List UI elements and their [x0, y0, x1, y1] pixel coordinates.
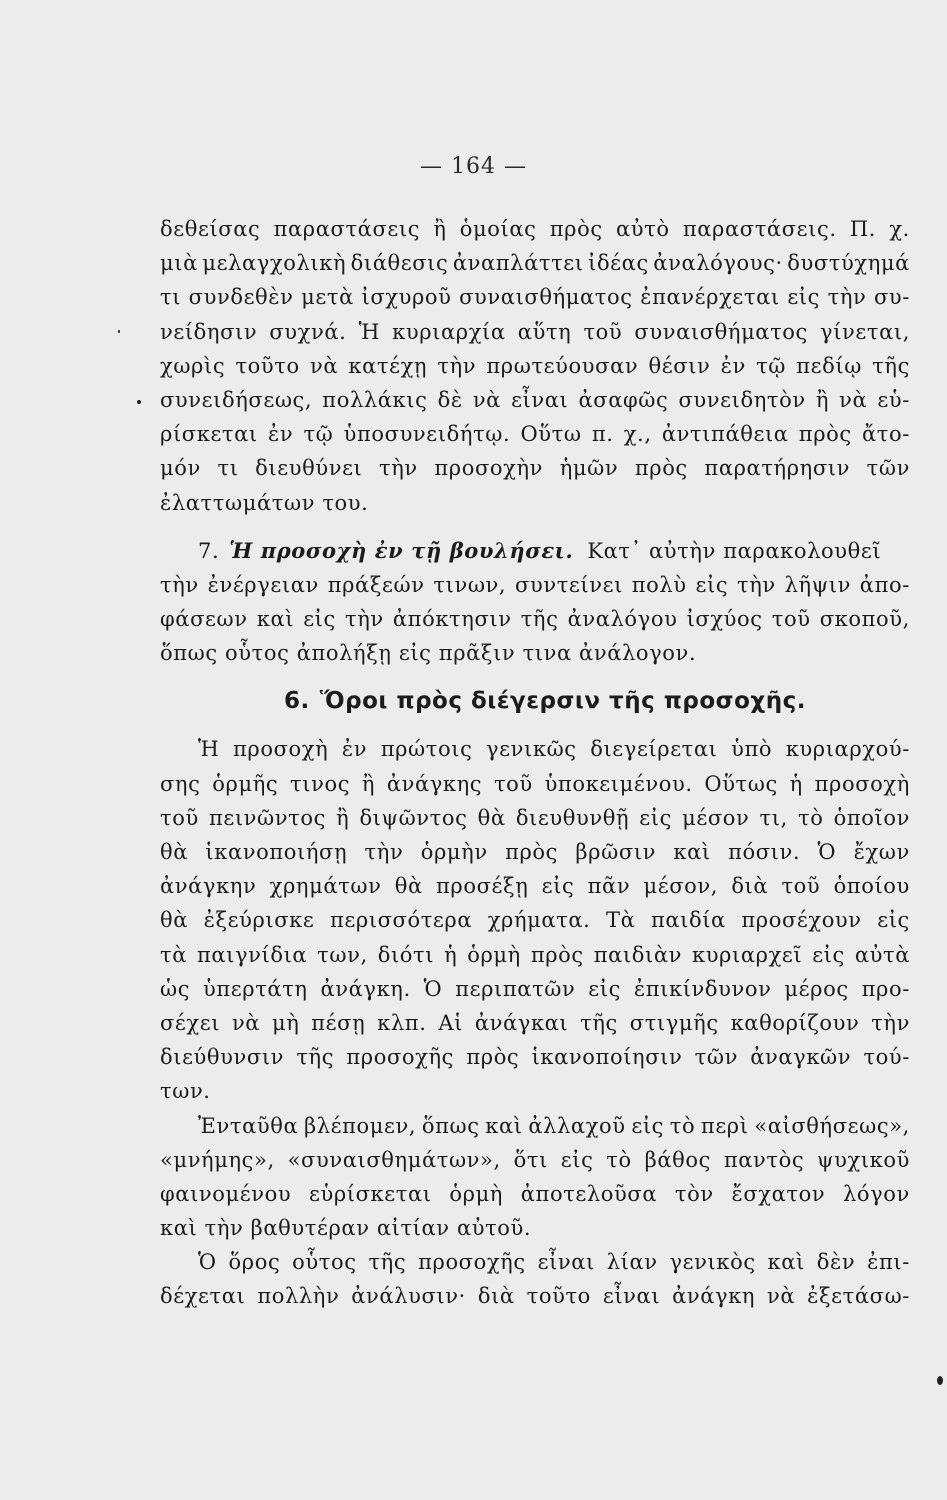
word: ἀναγκῶν: [750, 1045, 852, 1070]
word: συνειδήσεως,: [160, 387, 313, 412]
word: ὁποῖον: [833, 805, 910, 830]
word: πολλὴν: [257, 1284, 340, 1309]
paragraph-1: [160, 212, 910, 520]
word: π.: [591, 422, 614, 447]
word: ὑποκειμένου.: [544, 771, 693, 796]
word: τῶν: [694, 1045, 738, 1070]
paragraph-4: [160, 1245, 910, 1313]
word: εἰς: [560, 1147, 594, 1172]
word: θὰ: [160, 908, 189, 933]
word: ἢ: [815, 387, 830, 412]
text-line: [160, 1143, 910, 1177]
word: συναισθήματος: [459, 285, 633, 310]
word: τι: [217, 456, 239, 481]
word: ὁρμῆς: [212, 771, 279, 796]
word: περισσότερα: [329, 908, 473, 933]
word: θὰ: [394, 874, 423, 899]
word: νείδησιν: [160, 319, 258, 344]
word: τοῦ: [160, 805, 199, 830]
word: τι,: [759, 805, 788, 830]
word: ἀναλόγου: [567, 607, 678, 632]
word: εἰς: [541, 874, 575, 899]
word: ἀνάλυσιν·: [351, 1284, 466, 1309]
word: παιδία: [650, 908, 726, 933]
word: ἰδέας: [588, 251, 649, 276]
word: γίνεται,: [820, 319, 910, 344]
word: πόσιν.: [728, 840, 801, 864]
word: ὅπως: [421, 1113, 480, 1138]
word: πεινῶντος: [208, 805, 326, 830]
word: ἡμῶν: [559, 456, 619, 481]
word: Οὕτω: [520, 422, 582, 447]
word: νὰ: [767, 1284, 796, 1309]
text-line: [160, 1245, 910, 1279]
word: ἄτο-: [861, 422, 910, 447]
word: νὰ: [310, 353, 339, 378]
word: Ὁ: [817, 840, 837, 864]
section-number: 6.: [284, 688, 310, 715]
word: ἐπανέρχεται: [640, 285, 780, 310]
word: πεδίῳ: [796, 353, 862, 378]
word: συνδεθὲν: [188, 285, 294, 310]
word: εἰς: [787, 285, 821, 310]
word: εἰς: [812, 942, 845, 967]
word: συντείνει: [515, 572, 623, 597]
word: τινων,: [433, 572, 507, 597]
word: τὴν: [345, 607, 384, 632]
word: δὲν: [816, 1250, 856, 1275]
word: ἀναλόγους·: [653, 251, 783, 276]
text-line: [160, 1006, 910, 1040]
word: ἡ: [444, 942, 458, 967]
word: καὶ: [673, 840, 711, 864]
word: παιγνίδια: [196, 942, 308, 967]
word: τῆς: [368, 1250, 407, 1275]
word: δὲ: [437, 387, 463, 412]
word: «μνήμης»,: [160, 1147, 275, 1172]
word: Ὁ: [423, 976, 443, 1001]
word: ἐν: [341, 737, 368, 762]
word: παιδιὰν: [593, 942, 682, 967]
word: ὁμοίας: [459, 217, 537, 241]
word: μέσον,: [643, 874, 719, 899]
word: πολὺ: [631, 572, 687, 597]
word: ἱκανοποίησιν: [531, 1045, 683, 1070]
word: προσοχὴ: [814, 771, 910, 796]
word: διότι: [377, 942, 435, 967]
word: τὸ: [798, 805, 824, 830]
spacer: [160, 520, 910, 534]
word: των,: [317, 942, 368, 967]
subsection-number: 7.: [198, 538, 220, 563]
word: ἀνάγκην: [160, 874, 257, 899]
subsection-7: [160, 534, 910, 671]
word: πέσῃ: [311, 1010, 366, 1035]
word: λίαν: [606, 1250, 658, 1275]
word: «συναισθημάτων»,: [287, 1147, 501, 1172]
word: συχνά.: [269, 319, 347, 344]
word: εἶναι: [511, 387, 569, 412]
print-speck: [118, 330, 120, 333]
word: λόγον: [843, 1181, 910, 1206]
word: διψῶντος: [359, 805, 468, 830]
word: αὕτη: [517, 319, 572, 344]
word: αὐτὰ: [854, 942, 910, 967]
word: ἡ: [789, 771, 803, 796]
subsection-heading-line: [160, 534, 910, 568]
text-line: [160, 212, 910, 246]
word: Τὰ: [606, 908, 636, 933]
word: πρὸς: [466, 1045, 520, 1070]
word: πρὸς: [634, 456, 688, 481]
word: τι: [160, 285, 182, 310]
word: εὑρίσκεται: [309, 1181, 432, 1206]
word: κυριαρχεῖ: [691, 942, 803, 967]
word: διευθυνθῇ: [515, 805, 630, 830]
word: τῆς: [296, 1045, 335, 1070]
word: ἐπι-: [867, 1250, 910, 1275]
word: πολλάκις: [322, 387, 428, 412]
word: τῷ: [303, 422, 334, 447]
text-line: καὶ τὴν βαθυτέραν αἰτίαν αὐτοῦ.: [160, 1216, 532, 1241]
print-speck: [137, 400, 141, 404]
word: σκοποῦ,: [819, 607, 910, 632]
word: τοῦ: [771, 607, 811, 632]
word: μετὰ: [301, 285, 354, 310]
word: πρὸς: [798, 422, 852, 447]
word: προ-: [861, 976, 910, 1001]
paragraph-2: [160, 732, 910, 1108]
text-line: [160, 903, 910, 937]
text-line: [160, 938, 910, 972]
word: θὰ: [477, 805, 506, 830]
word: ἐξετάσω-: [807, 1284, 910, 1309]
word: καὶ: [767, 1250, 805, 1275]
word: τῆς: [580, 1010, 618, 1035]
word: πᾶν: [587, 874, 631, 899]
word: ἰσχύος: [686, 607, 763, 632]
text-line: [160, 602, 910, 636]
word: αὐτὸ: [616, 217, 670, 241]
word: ἀναπλάττει: [452, 251, 584, 276]
word: ἐν: [267, 422, 294, 447]
word: τὰ: [160, 942, 187, 967]
word: μόν: [160, 456, 201, 481]
word: δεθείσας: [160, 217, 261, 241]
word: τὴν: [827, 285, 867, 310]
word: ἀπο-: [859, 572, 910, 597]
word: εἰς: [303, 607, 336, 632]
text-line: [160, 315, 910, 349]
word: τὸ: [669, 1113, 696, 1138]
word: τὴν: [871, 1010, 910, 1035]
word: ἢ: [361, 771, 376, 796]
word: τὴν: [437, 353, 477, 378]
word: στιγμῆς: [629, 1010, 719, 1035]
word: σης: [160, 771, 201, 796]
word: πρωτεύουσαν: [486, 353, 639, 378]
word: διάθεσις: [350, 251, 449, 276]
word: ὡς: [160, 976, 191, 1001]
word: χωρὶς: [160, 353, 226, 378]
word: περιπατῶν: [455, 976, 576, 1001]
word: δυστύχημά: [787, 251, 910, 276]
text-line: των.: [160, 1079, 211, 1104]
word: γενικὸς: [669, 1250, 756, 1275]
word: παραστάσεις.: [682, 217, 837, 241]
word: «αἰσθήσεως»,: [754, 1113, 910, 1138]
word: νὰ: [231, 1010, 261, 1035]
word: οὗτος: [292, 1250, 357, 1275]
word: εἰς: [588, 976, 621, 1001]
word: μέρος: [784, 976, 849, 1001]
subsection-title: Ἡ προσοχὴ ἐν τῇ βουλήσει.: [229, 537, 574, 563]
word: ἐξεύρισκε: [203, 908, 315, 933]
text-line: [160, 972, 910, 1006]
word: ρίσκεται: [160, 422, 258, 447]
word: γενικῶς: [486, 737, 577, 762]
word: εἰς: [639, 805, 672, 830]
word: διεύθυνσιν: [160, 1045, 285, 1070]
word: συ-: [874, 285, 910, 310]
word: παντὸς: [723, 1147, 805, 1172]
word: ἀνάγκης: [386, 771, 483, 796]
word: ἀντιπάθεια: [661, 422, 789, 447]
word: εἰς: [695, 572, 729, 597]
word: καθορίζουν: [730, 1010, 860, 1035]
word: πρὸς: [505, 840, 559, 864]
word: κυριαρχού-: [785, 737, 910, 762]
word: μὴ: [271, 1010, 300, 1035]
text-line: [160, 246, 910, 280]
word: προσοχὴ: [233, 737, 329, 762]
word: συναισθήματος: [634, 319, 808, 344]
word: εἰς: [631, 1113, 665, 1138]
word: τοῦ: [781, 874, 821, 899]
page-number: — 164 —: [420, 154, 527, 179]
text-line: ὅπως οὗτος ἀπολήξῃ εἰς πρᾶξιν τινα ἀνάλογον.: [160, 641, 697, 666]
word: εἰς: [877, 908, 910, 933]
text-line: [160, 835, 910, 869]
word: προσοχῆς: [418, 1250, 526, 1275]
word: διεγείρεται: [590, 737, 718, 762]
word: Αἱ: [438, 1010, 463, 1035]
word: ψυχικοῦ: [817, 1147, 910, 1172]
text-line: [160, 1040, 910, 1074]
word: νὰ: [472, 387, 501, 412]
text-line: [160, 767, 910, 801]
word: ἀσαφῶς: [578, 387, 669, 412]
word: τὸν: [674, 1181, 714, 1206]
word: προσοχὴν: [434, 456, 544, 481]
word: Οὕτως: [704, 771, 778, 796]
word: κλπ.: [377, 1010, 427, 1035]
word: ἰσχυροῦ: [361, 285, 452, 310]
text-line: [160, 1279, 910, 1313]
word: ἀνάγκη: [672, 1284, 756, 1309]
section-heading: [160, 678, 910, 724]
word: προσοχῆς: [346, 1045, 455, 1070]
word: τού-: [863, 1045, 910, 1070]
word: βρῶσιν: [575, 840, 656, 864]
page-body: [160, 212, 910, 1314]
word: ἐν: [720, 353, 746, 378]
word: ἀνάγκαι: [474, 1010, 569, 1035]
word: ὅρος: [228, 1250, 281, 1275]
word: ὑποσυνειδήτῳ.: [343, 422, 511, 447]
word: συνειδητὸν: [678, 387, 806, 412]
text-line: ἐλαττωμάτων του.: [160, 490, 369, 515]
word: δέχεται: [160, 1284, 246, 1309]
word: εἶναι: [537, 1250, 595, 1275]
text-line: [160, 417, 910, 451]
word: εἶναι: [602, 1284, 661, 1309]
word: τοῦ: [583, 319, 623, 344]
word: τῆς: [872, 353, 910, 378]
word: πρὸς: [549, 217, 603, 241]
word: καὶ: [256, 607, 295, 632]
word: ἢ: [336, 805, 350, 830]
word: μελαγχολικὴ: [202, 251, 347, 276]
word: τοῦτο: [526, 1284, 591, 1309]
word: τῶν: [866, 456, 910, 481]
word: ἔσχατον: [731, 1181, 826, 1206]
word: Ἡ: [198, 737, 220, 762]
word: τὸ: [606, 1147, 632, 1172]
word: ἀποτελοῦσα: [520, 1181, 658, 1206]
word: ἐνέργειαν: [207, 572, 319, 597]
word: τινος: [290, 771, 351, 796]
text-line: [160, 1109, 910, 1143]
word: ἀπόκτησιν: [392, 607, 512, 632]
word: τῷ: [756, 353, 787, 378]
word: καὶ: [485, 1113, 523, 1138]
word: διὰ: [731, 874, 769, 899]
word: τὴν: [364, 840, 404, 864]
text-line: [160, 383, 910, 417]
word: πράξεών: [327, 572, 425, 597]
text-line: [160, 869, 910, 903]
word: ἢ: [433, 217, 447, 241]
word: μέσον: [682, 805, 750, 830]
text-line: [160, 568, 910, 602]
word: Π.: [849, 217, 877, 241]
word: ἱκανοποιήσῃ: [205, 840, 348, 864]
word: διευθύνει: [255, 456, 363, 481]
word: φάσεων: [160, 607, 248, 632]
print-speck: [937, 1376, 943, 1385]
word: τοῦτο: [235, 353, 300, 378]
word: Ὁ: [198, 1250, 217, 1275]
section-title: Ὅροι πρὸς διέγερσιν τῆς προσοχῆς.: [319, 688, 806, 715]
word: βλέπομεν,: [303, 1113, 417, 1138]
word: νὰ: [839, 387, 868, 412]
text-line: [160, 280, 910, 314]
text-line: [160, 451, 910, 485]
paragraph-3: [160, 1109, 910, 1246]
word: εὑ-: [877, 387, 910, 412]
word: ὅτι: [513, 1147, 548, 1172]
word: ἔχων: [853, 840, 910, 864]
word: ὑπὸ: [731, 737, 773, 762]
word: Ἐνταῦθα: [198, 1113, 299, 1138]
word: τὴν: [379, 456, 418, 481]
word: ὁρμὴ: [467, 942, 521, 967]
text-line: [160, 801, 910, 835]
word: βάθος: [644, 1147, 711, 1172]
word: θὰ: [160, 840, 189, 864]
word: ὁποίου: [833, 874, 910, 899]
word: χ.,: [623, 422, 652, 447]
word: ἀνάγκη.: [320, 976, 411, 1001]
word: παρατήρησιν: [704, 456, 850, 481]
word: περὶ: [700, 1113, 749, 1138]
subsection-first-line-text: Κατ᾿ αὐτὴν παρακολουθεῖ: [587, 538, 882, 563]
text-line: [160, 732, 910, 766]
word: χρήματα.: [487, 908, 591, 933]
word: ὁρμὴ: [449, 1181, 503, 1206]
word: σέχει: [160, 1010, 221, 1035]
word: ἐπικίνδυνον: [633, 976, 772, 1001]
word: ὁρμὴν: [420, 840, 488, 864]
word: διὰ: [477, 1284, 515, 1309]
word: πρὸς: [530, 942, 584, 967]
word: προσέχουν: [741, 908, 862, 933]
word: τὴν: [160, 572, 199, 597]
word: χ.: [889, 217, 910, 241]
word: προσέξῃ: [436, 874, 529, 899]
text-line: [160, 1177, 910, 1211]
word: παραστάσεις: [273, 217, 421, 241]
word: πρώτοις: [380, 737, 473, 762]
word: μιὰ: [160, 251, 198, 276]
word: χρημάτων: [269, 874, 382, 899]
word: τοῦ: [493, 771, 533, 796]
word: ἀλλαχοῦ: [528, 1113, 626, 1138]
word: θέσιν: [648, 353, 711, 378]
word: τῆς: [520, 607, 559, 632]
word: ὑπερτάτη: [203, 976, 308, 1001]
word: κατέχῃ: [348, 353, 428, 378]
word: Ἡ: [358, 319, 380, 344]
word: τὴν: [737, 572, 776, 597]
word: κυριαρχία: [392, 319, 506, 344]
word: φαινομένου: [160, 1181, 292, 1206]
text-line: [160, 349, 910, 383]
word: λῆψιν: [784, 572, 851, 597]
